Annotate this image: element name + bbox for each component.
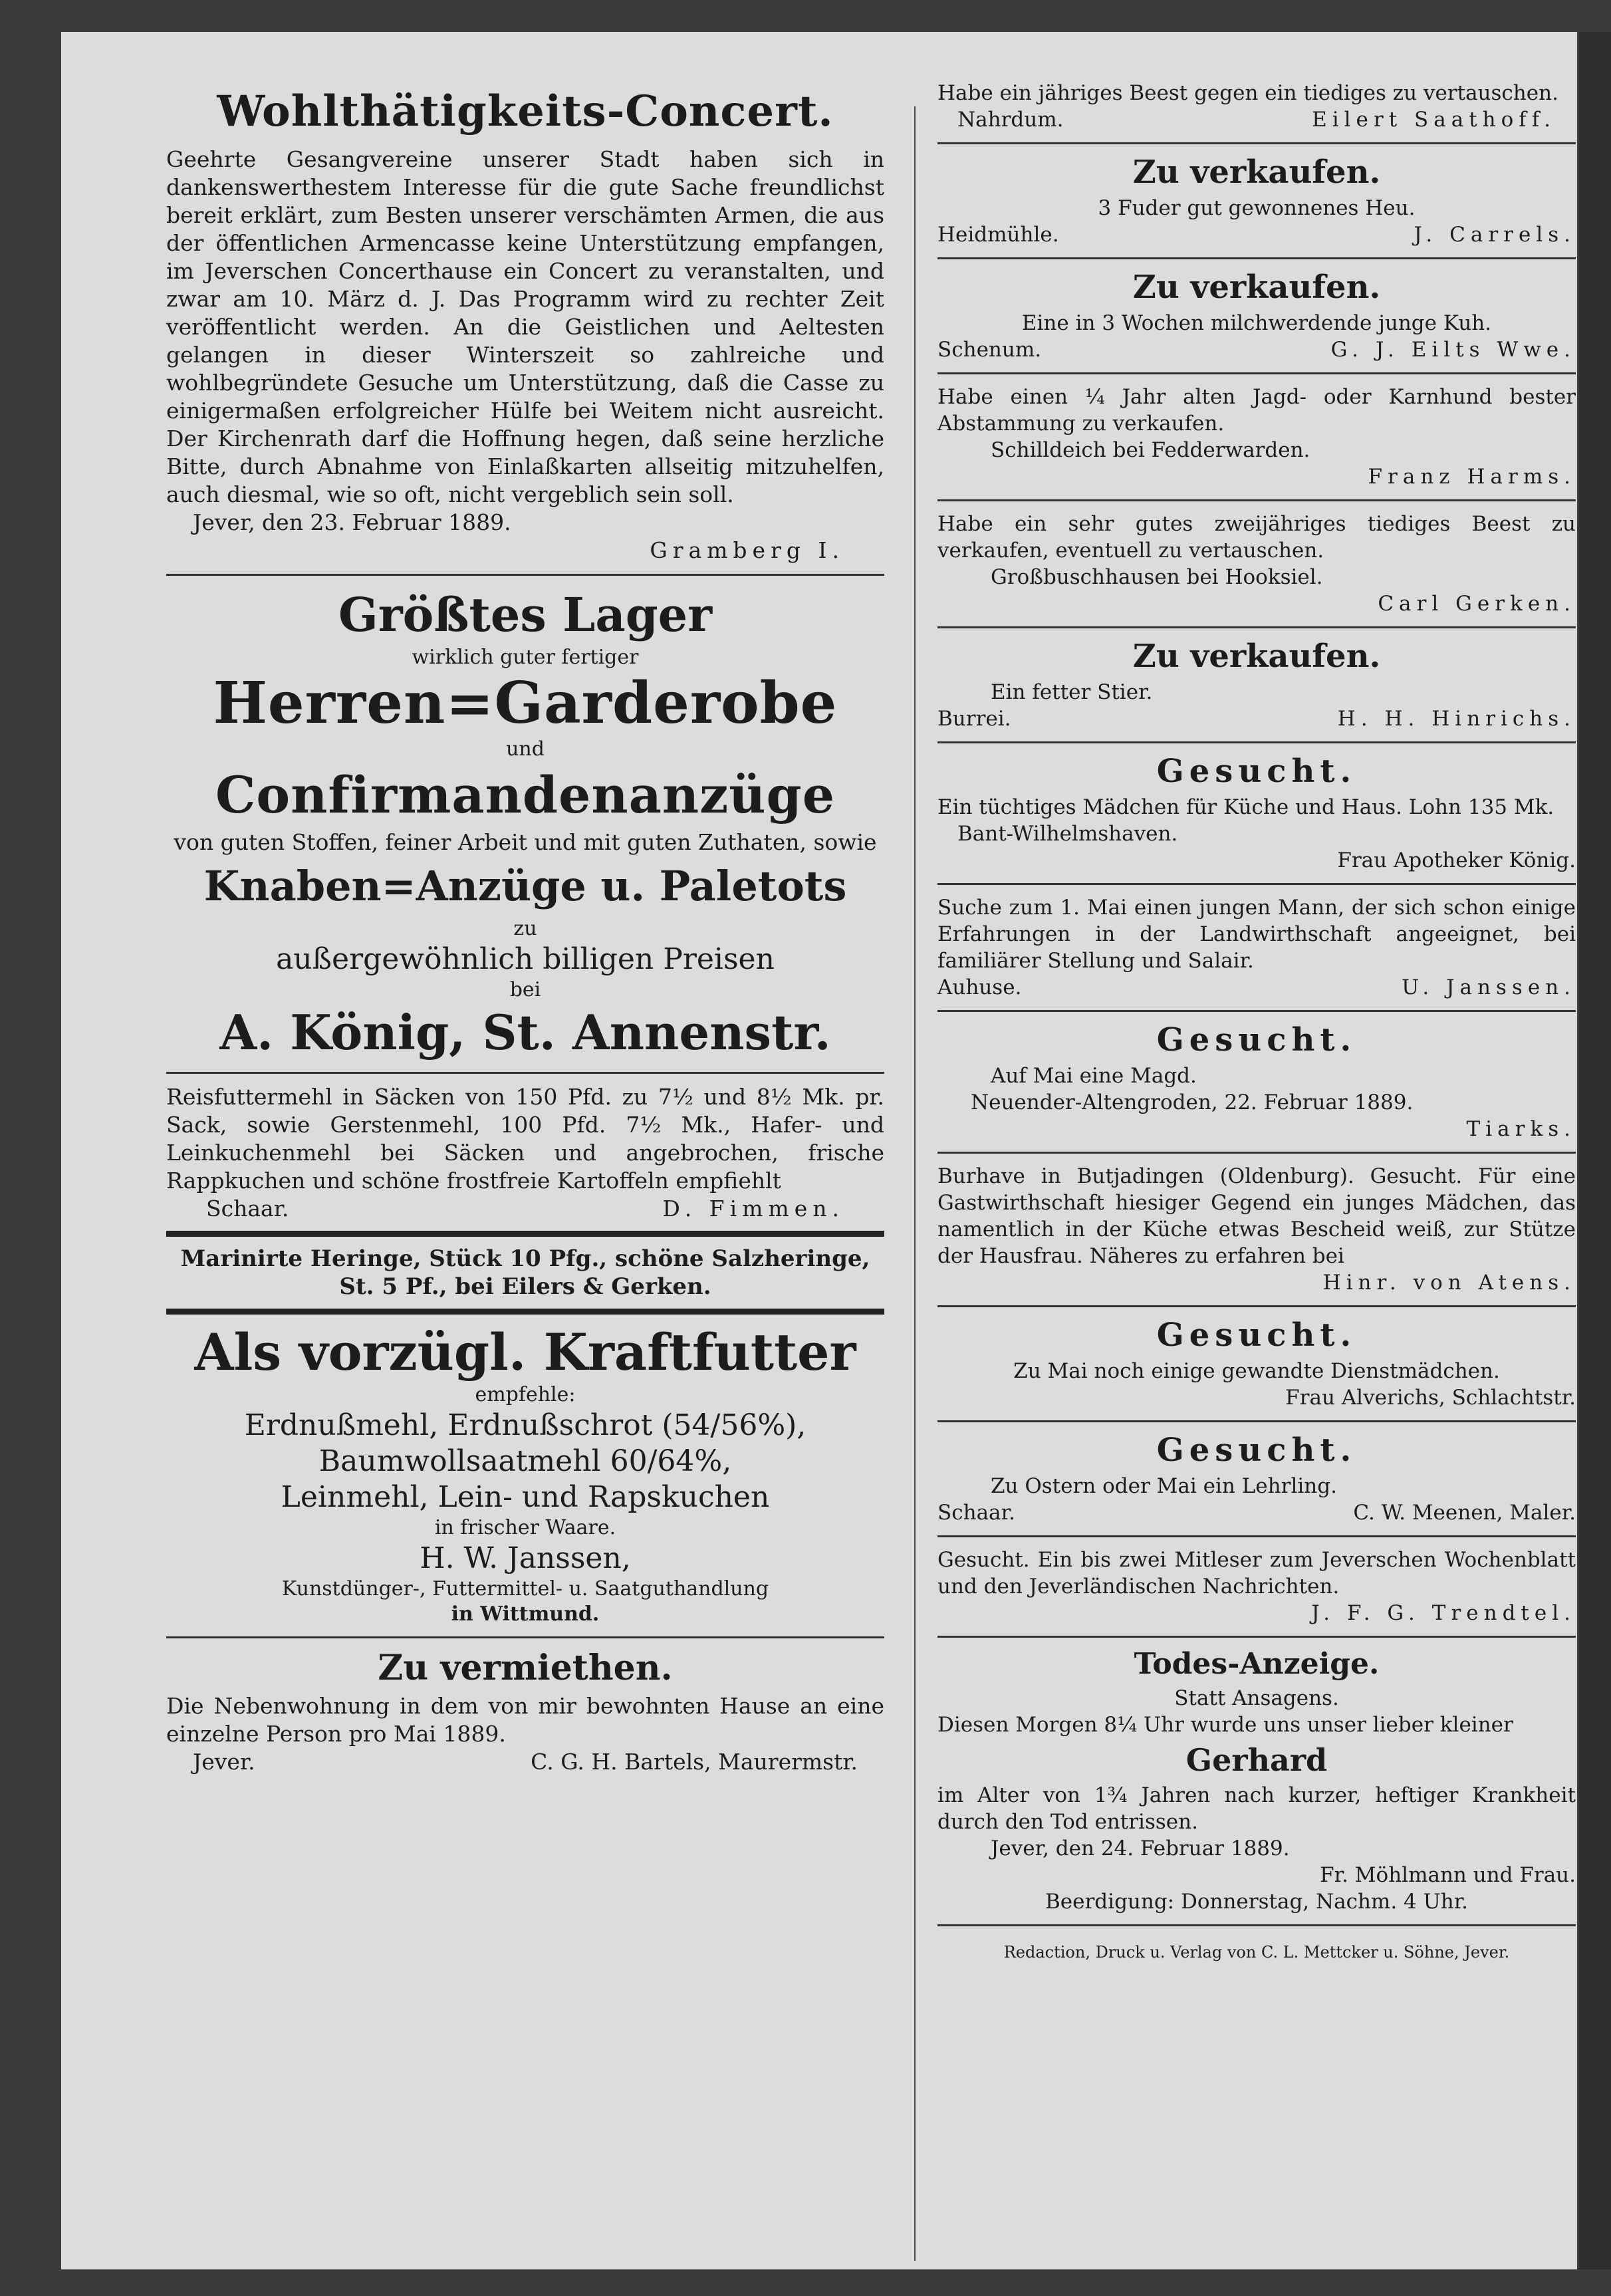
stier-body: Ein fetter Stier.: [991, 680, 1153, 704]
gesucht4-title: Gesucht.: [1156, 1432, 1357, 1469]
gesucht4-place: Schaar.: [937, 1501, 1015, 1525]
gesucht4-ad: [937, 1432, 1576, 1526]
kraftfutter-line4: Leinmehl, Lein- und Rapskuchen: [281, 1480, 770, 1514]
fimmen-place: Schaar.: [206, 1196, 289, 1221]
fimmen-ad: [166, 1083, 884, 1223]
mann-ad: [937, 894, 1576, 1001]
rule: [937, 1420, 1576, 1422]
mitleser-body: Gesucht. Ein bis zwei Mitleser zum Jeverschen Wochenblatt und den Jeverländischen Nachrichten.: [937, 1548, 1576, 1598]
gesucht1-title: Gesucht.: [1156, 753, 1357, 790]
stier-title: Zu verkaufen.: [1132, 638, 1381, 675]
rule: [937, 1152, 1576, 1154]
koenig-ad: [166, 585, 884, 1063]
vermiethen-ad: [166, 1648, 884, 1776]
vermiethen-body: Die Nebenwohnung in dem von mir bewohnten Hause an eine einzelne Person pro Mai 1889.: [166, 1693, 884, 1747]
vermiethen-place: Jever.: [193, 1749, 255, 1775]
kraftfutter-line6: Kunstdünger-, Futtermittel- u. Saatguthandlung: [281, 1577, 769, 1600]
thick-rule: [166, 1231, 884, 1237]
imprint: Redaction, Druck u. Verlag von C. L. Mettcker u. Söhne, Jever.: [1003, 1943, 1510, 1962]
kraftfutter-line2: Erdnußmehl, Erdnußschrot (54/56%),: [244, 1408, 806, 1442]
kraftfutter-ad: [166, 1323, 884, 1627]
gesucht3-ad: [937, 1317, 1576, 1411]
hund-body: Habe einen ¼ Jahr alten Jagd- oder Karnhund bester Abstammung zu verkaufen.: [937, 385, 1576, 436]
column-divider: [914, 106, 916, 2261]
beest2-body: Habe ein sehr gutes zweijähriges tiediges Beest zu verkaufen, eventuell zu vertauschen.: [937, 512, 1576, 563]
burhave-body: Burhave in Butjadingen (Oldenburg). Gesucht. Für eine Gastwirthschaft hiesiger Gegend ein junges Mädchen, das namentlich in der Küche etwas Bescheid weiß, zur Stütze der Hausfrau. Näheres zu erfahren bei: [937, 1164, 1576, 1268]
kraftfutter-line1: empfehle:: [475, 1383, 576, 1406]
rule: [937, 1535, 1576, 1537]
rule: [937, 499, 1576, 501]
gesucht4-name: C. W. Meenen, Maler.: [1353, 1501, 1576, 1525]
concert-title: Wohlthätigkeits-Concert.: [217, 86, 834, 136]
kuh-place: Schenum.: [937, 338, 1042, 362]
koenig-line4: und: [506, 737, 545, 761]
koenig-line2: wirklich guter fertiger: [412, 646, 639, 669]
todes-line2: Diesen Morgen 8¼ Uhr wurde uns unser lieber kleiner: [937, 1713, 1513, 1737]
rule: [937, 142, 1576, 144]
mitleser-name: J. F. G. Trendtel.: [1311, 1601, 1576, 1625]
gesucht2-place: Neuender-Altengroden, 22. Februar 1889.: [971, 1090, 1414, 1114]
concert-ad: [166, 86, 884, 565]
gesucht4-body: Zu Ostern oder Mai ein Lehrling.: [991, 1474, 1337, 1498]
heu-ad: [937, 154, 1576, 248]
rule: [937, 741, 1576, 743]
koenig-line7: Knaben=Anzüge u. Paletots: [203, 862, 847, 910]
koenig-line10: bei: [509, 978, 541, 1001]
todes-line3: im Alter von 1¾ Jahren nach kurzer, heftiger Krankheit durch den Tod entrissen.: [937, 1783, 1576, 1834]
gesucht3-title: Gesucht.: [1156, 1317, 1357, 1354]
stier-name: H. H. Hinrichs.: [1337, 707, 1576, 731]
rule: [166, 574, 884, 576]
beest-place: Nahrdum.: [957, 108, 1064, 132]
mann-name: U. Janssen.: [1402, 975, 1576, 999]
rule: [937, 626, 1576, 628]
rule: [937, 1924, 1576, 1926]
kuh-name: G. J. Eilts Wwe.: [1330, 338, 1576, 362]
rule: [937, 883, 1576, 885]
todes-title: Todes-Anzeige.: [1134, 1647, 1380, 1681]
beest-name: Eilert Saathoff.: [1312, 108, 1556, 132]
beest-ad: [937, 80, 1576, 133]
kraftfutter-line7: in Wittmund.: [451, 1602, 600, 1626]
kraftfutter-line5: in frischer Waare.: [434, 1516, 616, 1539]
todes-funeral: Beerdigung: Donnerstag, Nachm. 4 Uhr.: [1045, 1890, 1468, 1914]
todes-sign: Fr. Möhlmann und Frau.: [1320, 1863, 1576, 1887]
page-edge: [1579, 32, 1611, 2269]
vermiethen-name: C. G. H. Bartels, Maurermstr.: [531, 1749, 858, 1775]
koenig-line3: Herren=Garderobe: [213, 670, 838, 737]
koenig-line1: Größtes Lager: [338, 587, 713, 642]
burhave-name: Hinr. von Atens.: [1322, 1271, 1576, 1295]
kuh-title: Zu verkaufen.: [1132, 269, 1381, 306]
heu-name: J. Carrels.: [1414, 223, 1576, 247]
gesucht2-body: Auf Mai eine Magd.: [991, 1064, 1197, 1088]
vermiethen-title: Zu vermiethen.: [378, 1648, 673, 1688]
rule: [937, 257, 1576, 259]
fimmen-name: D. Fimmen.: [662, 1196, 844, 1221]
rule: [937, 1010, 1576, 1012]
hund-place: Schilldeich bei Fedderwarden.: [991, 438, 1310, 462]
koenig-line11: A. König, St. Annenstr.: [219, 1004, 831, 1061]
mitleser-ad: [937, 1547, 1576, 1626]
todes-ad: [937, 1647, 1576, 1915]
mann-place: Auhuse.: [937, 975, 1022, 999]
rule: [937, 1636, 1576, 1638]
stier-ad: [937, 638, 1576, 732]
fimmen-body: Reisfuttermehl in Säcken von 150 Pfd. zu 7½ und 8½ Mk. pr. Sack, sowie Gerstenmehl, 100 Pfd. 7½ Mk., Hafer- und Leinkuchenmehl bei Säcken und angebrochen, frische Rappkuchen und schöne frostfreie Kartoffeln empfiehlt: [166, 1084, 884, 1194]
stier-place: Burrei.: [937, 707, 1011, 731]
rule: [166, 1072, 884, 1074]
todes-date: Jever, den 24. Februar 1889.: [991, 1837, 1290, 1860]
kuh-ad: [937, 269, 1576, 363]
concert-body: Geehrte Gesangvereine unserer Stadt haben sich in dankenswerthestem Interesse für die gute Sache freundlichst bereit erklärt, zum Besten unserer verschämten Armen, die aus der öffentlichen Armencasse keine Unterstützung empfangen, im Jeverschen Concerthause ein Concert zu veranstalten, und zwar am 10. März d. J. Das Programm wird zu rechter Zeit veröffentlicht werden. An die Geistlichen und Aeltesten gelangen in dieser Winterszeit so zahlreiche und wohlbegründete Gesuche um Unterstützung, daß die Casse zu einigermaßen erfolgreicher Hülfe bei Weitem nicht ausreicht. Der Kirchenrath darf die Hoffnung hegen, daß seine herzliche Bitte, durch Abnahme von Einlaßkarten allseitig mitzuhelfen, auch diesmal, wie so oft, nicht vergeblich sein soll.: [166, 146, 884, 507]
koenig-line8: zu: [513, 917, 537, 940]
concert-signature: Gramberg I.: [650, 537, 844, 563]
kraftfutter-title: Als vorzügl. Kraftfutter: [194, 1323, 856, 1382]
gesucht1-name: Frau Apotheker König.: [1337, 848, 1576, 872]
gesucht3-name: Frau Alverichs, Schlachtstr.: [1285, 1386, 1576, 1410]
hund-ad: [937, 384, 1576, 490]
burhave-ad: [937, 1163, 1576, 1296]
gesucht1-body: Ein tüchtiges Mädchen für Küche und Haus. Lohn 135 Mk.: [937, 795, 1554, 819]
gesucht1-ad: [937, 753, 1576, 874]
left-column: [166, 80, 884, 1776]
koenig-line9: außergewöhnlich billigen Preisen: [276, 942, 775, 976]
kraftfutter-line3: Baumwollsaatmehl 60/64%,: [318, 1444, 732, 1478]
gesucht3-body: Zu Mai noch einige gewandte Dienstmädchen.: [1013, 1359, 1500, 1383]
heringe-ad: [166, 1245, 884, 1301]
thick-rule: [166, 1309, 884, 1315]
concert-date: Jever, den 23. Februar 1889.: [193, 509, 511, 535]
gesucht2-name: Tiarks.: [1466, 1117, 1576, 1141]
heu-title: Zu verkaufen.: [1132, 154, 1381, 191]
beest2-place: Großbuschhausen bei Hooksiel.: [991, 565, 1323, 589]
heu-place: Heidmühle.: [937, 223, 1059, 247]
beest-body: Habe ein jähriges Beest gegen ein tiediges zu vertauschen.: [937, 81, 1558, 105]
todes-line1: Statt Ansagens.: [1174, 1686, 1339, 1710]
koenig-line6: von guten Stoffen, feiner Arbeit und mit guten Zuthaten, sowie: [174, 829, 877, 855]
heu-body: 3 Fuder gut gewonnenes Heu.: [1098, 196, 1416, 220]
beest2-name: Carl Gerken.: [1378, 592, 1576, 616]
kraftfutter-name: H. W. Janssen,: [420, 1541, 631, 1575]
gesucht2-ad: [937, 1021, 1576, 1142]
rule: [937, 372, 1576, 374]
rule: [166, 1636, 884, 1638]
gesucht2-title: Gesucht.: [1156, 1021, 1357, 1059]
todes-name: Gerhard: [1185, 1742, 1328, 1778]
gesucht1-place: Bant-Wilhelmshaven.: [957, 822, 1178, 846]
hund-name: Franz Harms.: [1368, 465, 1576, 489]
beest2-ad: [937, 511, 1576, 617]
mann-body: Suche zum 1. Mai einen jungen Mann, der sich schon einige Erfahrungen in der Landwirthschaft angeeignet, bei familiärer Stellung und Salair.: [937, 896, 1576, 973]
right-column: [937, 80, 1576, 1978]
koenig-line5: Confirmandenanzüge: [215, 765, 836, 825]
kuh-body: Eine in 3 Wochen milchwerdende junge Kuh.: [1021, 311, 1492, 335]
heringe-text: Marinirte Heringe, Stück 10 Pfg., schöne Salzheringe, St. 5 Pf., bei Eilers & Gerken.: [180, 1245, 870, 1300]
rule: [937, 1305, 1576, 1307]
